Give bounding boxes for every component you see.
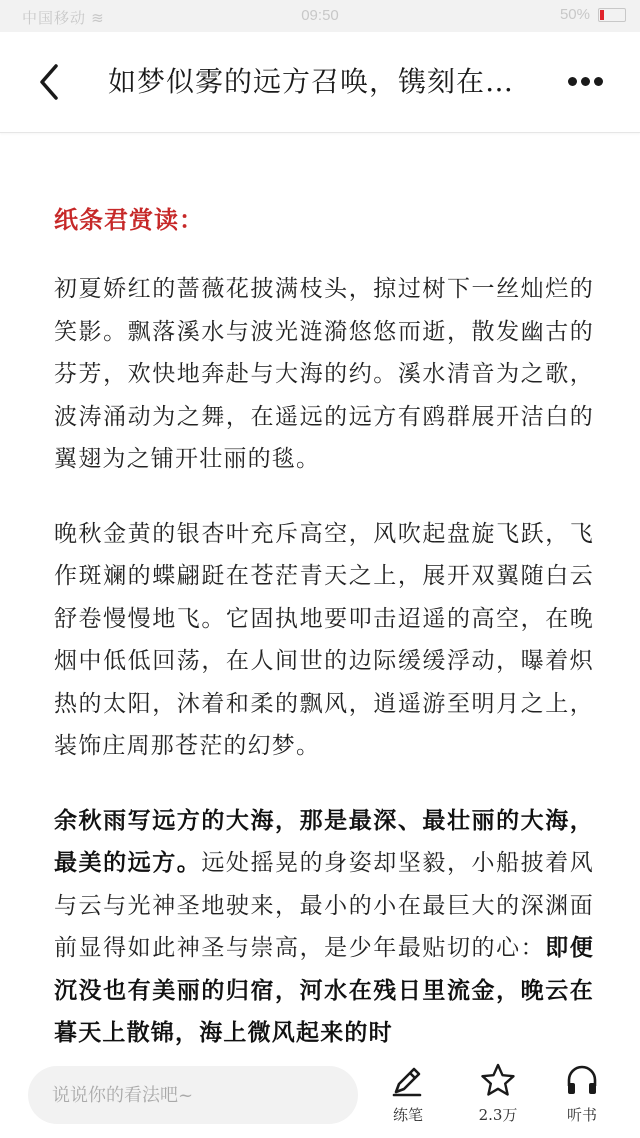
favorite-count: 2.3万 [478, 1106, 518, 1124]
more-horizontal-icon [568, 77, 577, 86]
chevron-left-icon [30, 60, 70, 104]
pencil-icon [390, 1062, 426, 1098]
paragraph-3-text: 远处摇晃的身姿却坚毅，小船披着风与云与光神圣地驶来，最小的小在最巨大的深渊面前显得如此神圣与崇高，是少年最贴切的心： [54, 850, 594, 961]
headphones-icon [564, 1062, 600, 1098]
more-button[interactable] [566, 68, 610, 96]
comment-input[interactable] [28, 1066, 358, 1124]
paragraph-3 [54, 800, 594, 1055]
paragraph-1: 初夏娇红的蔷薇花披满枝头，掠过树下一丝灿烂的笑影。飘落溪水与波光涟漪悠悠而逝，散发幽古的芬芳，欢快地奔赴与大海的约。溪水清音为之歌，波涛涌动为之舞，在遥远的远方有鸥群展开洁白的翼翅为之铺开壮丽的毯。 [54, 276, 594, 472]
nav-bar [0, 32, 640, 133]
carrier-signal: 中国移动 ≋ [22, 10, 105, 27]
write-label: 练笔 [392, 1106, 423, 1124]
paragraph-2: 晚秋金黄的银杏叶充斥高空，风吹起盘旋飞跃，飞作斑斓的蝶翩跹在苍茫青天之上，展开双翼随白云舒卷慢慢地飞。它固执地要叩击迢遥的高空，在晚烟中低低回荡，在人间世的边际缓缓浮动，曝着炽热的太阳，沐着和柔的飘风，逍遥游至明月之上，装饰庄周那苍茫的幻梦。 [54, 520, 594, 759]
status-time: 09:50 [301, 7, 339, 24]
favorite-button[interactable] [468, 1062, 528, 1125]
page-title: 如梦似雾的远方召唤，镌刻在… [108, 65, 515, 98]
article-greeting: 纸条君赏读： [54, 205, 204, 234]
status-right [560, 6, 626, 23]
more-dot [594, 77, 603, 86]
back-button[interactable] [30, 60, 70, 104]
bottom-action-bar [0, 1052, 640, 1138]
article-body [54, 200, 594, 1087]
listen-button[interactable] [552, 1062, 612, 1125]
status-bar [0, 0, 640, 32]
write-button[interactable] [378, 1062, 438, 1125]
battery-icon [598, 8, 626, 22]
battery-percent: 50% [559, 6, 590, 23]
star-icon [480, 1062, 516, 1098]
listen-label: 听书 [566, 1106, 597, 1124]
paragraph-3-bold-tail: 即便沉没也有美丽的归宿，河水在残日里流金，晚云在暮天上散锦，海上微风起来的时 [54, 934, 594, 1046]
paragraph-3-bold-lead: 余秋雨写远方的大海，那是最深、最壮丽的大海，最美的远方。 [54, 806, 594, 876]
more-dot [581, 77, 590, 86]
